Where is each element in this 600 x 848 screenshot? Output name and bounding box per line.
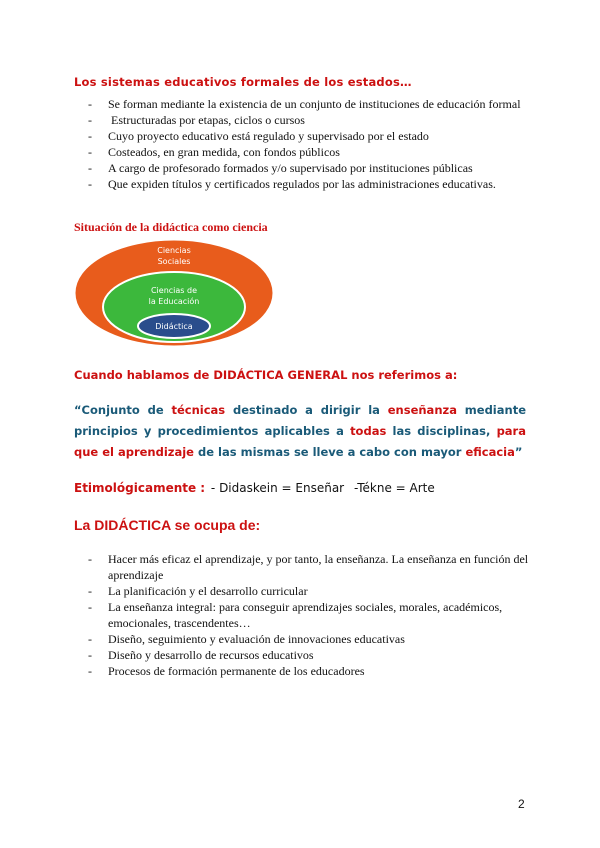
quote-text: de las mismas se lleve a cabo con mayor <box>194 445 466 459</box>
etimologia-term-didaskein: - Didaskein = Enseñar <box>207 481 345 495</box>
list-item-text: La enseñanza integral: para conseguir aprendizajes sociales, morales, académicos, emocionales, trascendentes… <box>108 600 503 630</box>
list-item-text: Procesos de formación permanente de los educadores <box>108 664 365 678</box>
list-item <box>74 599 544 631</box>
list-item-text: Cuyo proyecto educativo está regulado y supervisado por el estado <box>108 129 429 143</box>
list-item <box>74 160 544 176</box>
page-number: 2 <box>518 797 525 811</box>
quote-highlight: todas <box>350 424 387 438</box>
list-item-text: La planificación y el desarrollo curricular <box>108 584 308 598</box>
list-item-text: Que expiden títulos y certificados regulados por las administraciones educativas. <box>108 177 496 191</box>
bullet-dash: - <box>88 177 92 191</box>
list-item-text: Se forman mediante la existencia de un conjunto de instituciones de educación formal <box>108 97 521 111</box>
list-item-text: Diseño, seguimiento y evaluación de innovaciones educativas <box>108 632 405 646</box>
bullet-dash: - <box>88 600 92 614</box>
quote-text: ” <box>514 445 523 459</box>
quote-text: “Conjunto de <box>74 403 172 417</box>
quote-highlight: enseñanza <box>387 403 457 417</box>
section-heading-didactica-ocupa: La DIDÁCTICA se ocupa de: <box>74 517 261 533</box>
bullet-dash: - <box>88 632 92 646</box>
list-item <box>74 647 544 663</box>
section-heading-situacion-didactica: Situación de la didáctica como ciencia <box>74 220 268 234</box>
list-item <box>74 551 544 583</box>
nested-ellipses-diagram <box>74 238 274 348</box>
quote-text: las disciplinas, <box>386 424 497 438</box>
quote-highlight: eficacia <box>465 445 515 459</box>
etimologia-label: Etimológicamente : <box>74 481 206 495</box>
didactica-definition-quote <box>74 400 526 463</box>
middle-label-line1: Ciencias de <box>150 286 198 295</box>
quote-highlight: técnicas <box>171 403 226 417</box>
bullet-dash: - <box>88 584 92 598</box>
quote-text: mediante principios y procedimientos aplicables a <box>74 403 526 438</box>
bullet-dash: - <box>88 97 92 111</box>
list-item <box>74 663 544 679</box>
etimologia-line <box>74 481 435 495</box>
list-item-text: Hacer más eficaz el aprendizaje, y por tanto, la enseñanza. La enseñanza en función del aprendizaje <box>108 552 529 582</box>
list-item <box>74 128 544 144</box>
list-item-text: A cargo de profesorado formados y/o supervisado por instituciones públicas <box>108 161 473 175</box>
list-item <box>74 631 544 647</box>
bullet-dash: - <box>88 161 92 175</box>
quote-text: destinado a dirigir la <box>225 403 388 417</box>
didactica-ocupa-list <box>74 551 544 679</box>
outer-label-line1: Ciencias <box>157 246 191 255</box>
inner-label: Didáctica <box>155 322 193 331</box>
list-item-text: Costeados, en gran medida, con fondos públicos <box>108 145 340 159</box>
quote-highlight: para que el aprendizaje <box>74 424 526 459</box>
bullet-dash: - <box>88 664 92 678</box>
etimologia-term-tekne: -Tékne = Arte <box>354 481 435 495</box>
bullet-dash: - <box>88 129 92 143</box>
list-item-text: Diseño y desarrollo de recursos educativos <box>108 648 314 662</box>
section-heading-sistemas-educativos: Los sistemas educativos formales de los estados… <box>74 75 412 89</box>
middle-label-line2: la Educación <box>148 297 200 306</box>
bullet-dash: - <box>88 145 92 159</box>
list-item <box>74 144 544 160</box>
bullet-dash: - <box>88 648 92 662</box>
list-item <box>74 583 544 599</box>
sistemas-educativos-list <box>74 96 544 192</box>
bullet-dash: - <box>88 552 92 566</box>
section-heading-didactica-general: Cuando hablamos de DIDÁCTICA GENERAL nos referimos a: <box>74 368 458 382</box>
list-item-text: Estructuradas por etapas, ciclos o cursos <box>108 113 305 127</box>
list-item <box>74 96 544 112</box>
bullet-dash: - <box>88 113 92 127</box>
list-item <box>74 112 544 128</box>
list-item <box>74 176 544 192</box>
outer-label-line2: Sociales <box>157 257 191 266</box>
